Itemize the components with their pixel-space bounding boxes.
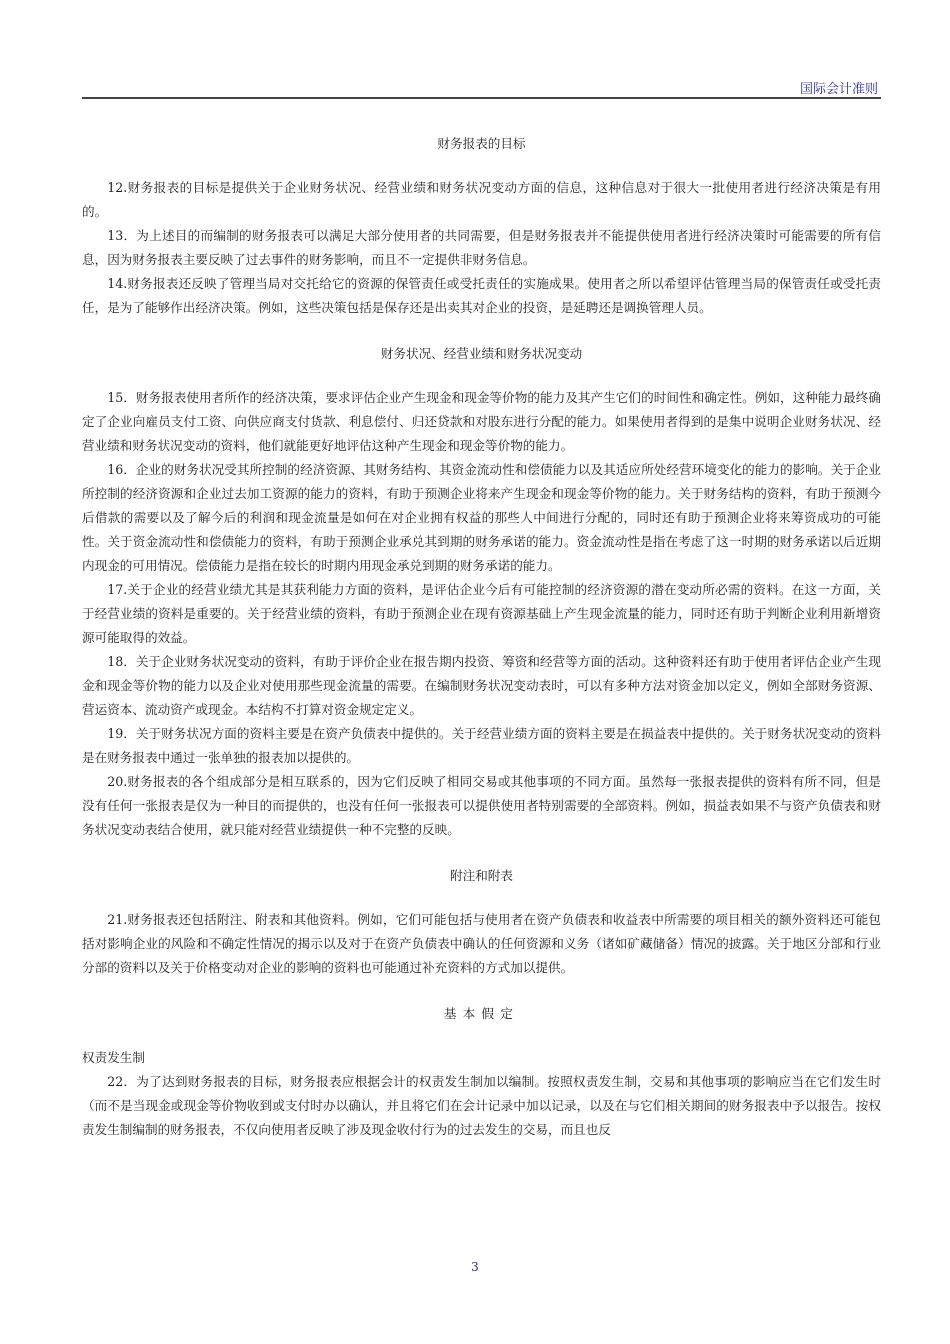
header-title: 国际会计准则	[799, 82, 878, 97]
header-rule	[82, 97, 881, 99]
paragraph-16: 16．企业的财务状况受其所控制的经济资源、其财务结构、其资金流动性和偿债能力以及其适应所处经营环境变化的能力的影响。关于企业所控制的经济资源和企业过去加工资源的能力的资料，有助于预测企业将来产生现金和现金等价物的能力。关于财务结构的资料，有助于预测今后借款的需要以及了解今后的利润和现金流量是如何在对企业拥有权益的那些人中间进行分配的，同时还有助于预测企业将来筹资成功的可能性。关于资金流动性和偿债能力的资料，有助于预测企业承兑其到期的财务承诺的能力。资金流动性是指在考虑了这一时期的财务承诺以后近期内现金的可用情况。偿债能力是指在较长的时期内用现金承兑到期的财务承诺的能力。	[82, 462, 881, 573]
paragraph-19: 19．关于财务状况方面的资料主要是在资产负债表中提供的。关于经营业绩方面的资料主要是在损益表中提供的。关于财务状况变动的资料是在财务报表中通过一张单独的报表加以提供的。	[82, 726, 881, 765]
section-heading-position: 财务状况、经营业绩和财务状况变动	[380, 346, 583, 361]
paragraph-17: 17.关于企业的经营业绩尤其是其获利能力方面的资料，是评估企业今后有可能控制的经济资源的潜在变动所必需的资料。在这一方面，关于经营业绩的资料是重要的。关于经营业绩的资料，有助于预测企业在现有资源基础上产生现金流量的能力，同时还有助于判断企业利用新增资源可能取得的效益。	[82, 582, 881, 645]
paragraph-22: 22．为了达到财务报表的目标，财务报表应根据会计的权责发生制加以编制。按照权责发生制，交易和其他事项的影响应当在它们发生时（而不是当现金或现金等价物收到或支付时办以确认，并且将它们在会计记录中加以记录，以及在与它们相关期间的财务报表中予以报告。按权责发生制编制的财务报表，不仅向使用者反映了涉及现金收付行为的过去发生的交易，而且也反	[82, 1074, 881, 1137]
paragraph-18: 18．关于企业财务状况变动的资料，有助于评价企业在报告期内投资、筹资和经营等方面的活动。这种资料还有助于使用者评估企业产生现金和现金等价物的能力以及企业对使用那些现金流量的需要。在编制财务状况变动表时，可以有多种方法对资金加以定义，例如全部财务资源、营运资本、流动资产或现金。本结构不打算对资金规定定义。	[82, 654, 881, 717]
paragraph-12: 12.财务报表的目标是提供关于企业财务状况、经营业绩和财务状况变动方面的信息，这种信息对于很大一批使用者进行经济决策是有用的。	[82, 180, 881, 219]
paragraph-15: 15．财务报表使用者所作的经济决策，要求评估企业产生现金和现金等价物的能力及其产生它们的时间性和确定性。例如，这种能力最终确定了企业向雇员支付工资、向供应商支付货款、利息偿付、归还贷款和对股东进行分配的能力。如果使用者得到的是集中说明企业财务状况、经营业绩和财务状况变动的资料，他们就能更好地评估这种产生现金和现金等价物的能力。	[82, 390, 881, 453]
paragraph-14: 14.财务报表还反映了管理当局对交托给它的资源的保管责任或受托责任的实施成果。使用者之所以希望评估管理当局的保管责任或受托责任，是为了能够作出经济决策。例如，这些决策包括是保存还是出卖其对企业的投资，是延聘还是调换管理人员。	[82, 276, 881, 315]
page-number: 3	[471, 1260, 479, 1274]
document-body	[82, 132, 881, 1142]
subheading-accrual-basis: 权责发生制	[82, 1050, 145, 1065]
paragraph-20: 20.财务报表的各个组成部分是相互联系的，因为它们反映了相同交易或其他事项的不同方面。虽然每一张报表提供的资料有所不同，但是没有任何一张报表是仅为一种目的而提供的，也没有任何一张报表可以提供使用者特别需要的全部资料。例如，损益表如果不与资产负债表和财务状况变动表结合使用，就只能对经营业绩提供一种不完整的反映。	[82, 774, 881, 837]
section-heading-notes: 附注和附表	[450, 868, 513, 883]
paragraph-13: 13．为上述目的而编制的财务报表可以满足大部分使用者的共同需要，但是财务报表并不能提供使用者进行经济决策时可能需要的所有信息，因为财务报表主要反映了过去事件的财务影响，而且不一定提供非财务信息。	[82, 228, 881, 267]
paragraph-21: 21.财务报表还包括附注、附表和其他资料。例如，它们可能包括与使用者在资产负债表和收益表中所需要的项目相关的额外资料还可能包括对影响企业的风险和不确定性情况的揭示以及对于在资产负债表中确认的任何资源和义务（诸如矿藏储备）情况的披露。关于地区分部和行业分部的资料以及关于价格变动对企业的影响的资料也可能通过补充资料的方式加以提供。	[82, 912, 881, 975]
section-heading-objective: 财务报表的目标	[437, 136, 526, 151]
section-heading-assumptions: 基本假定	[443, 1006, 520, 1021]
